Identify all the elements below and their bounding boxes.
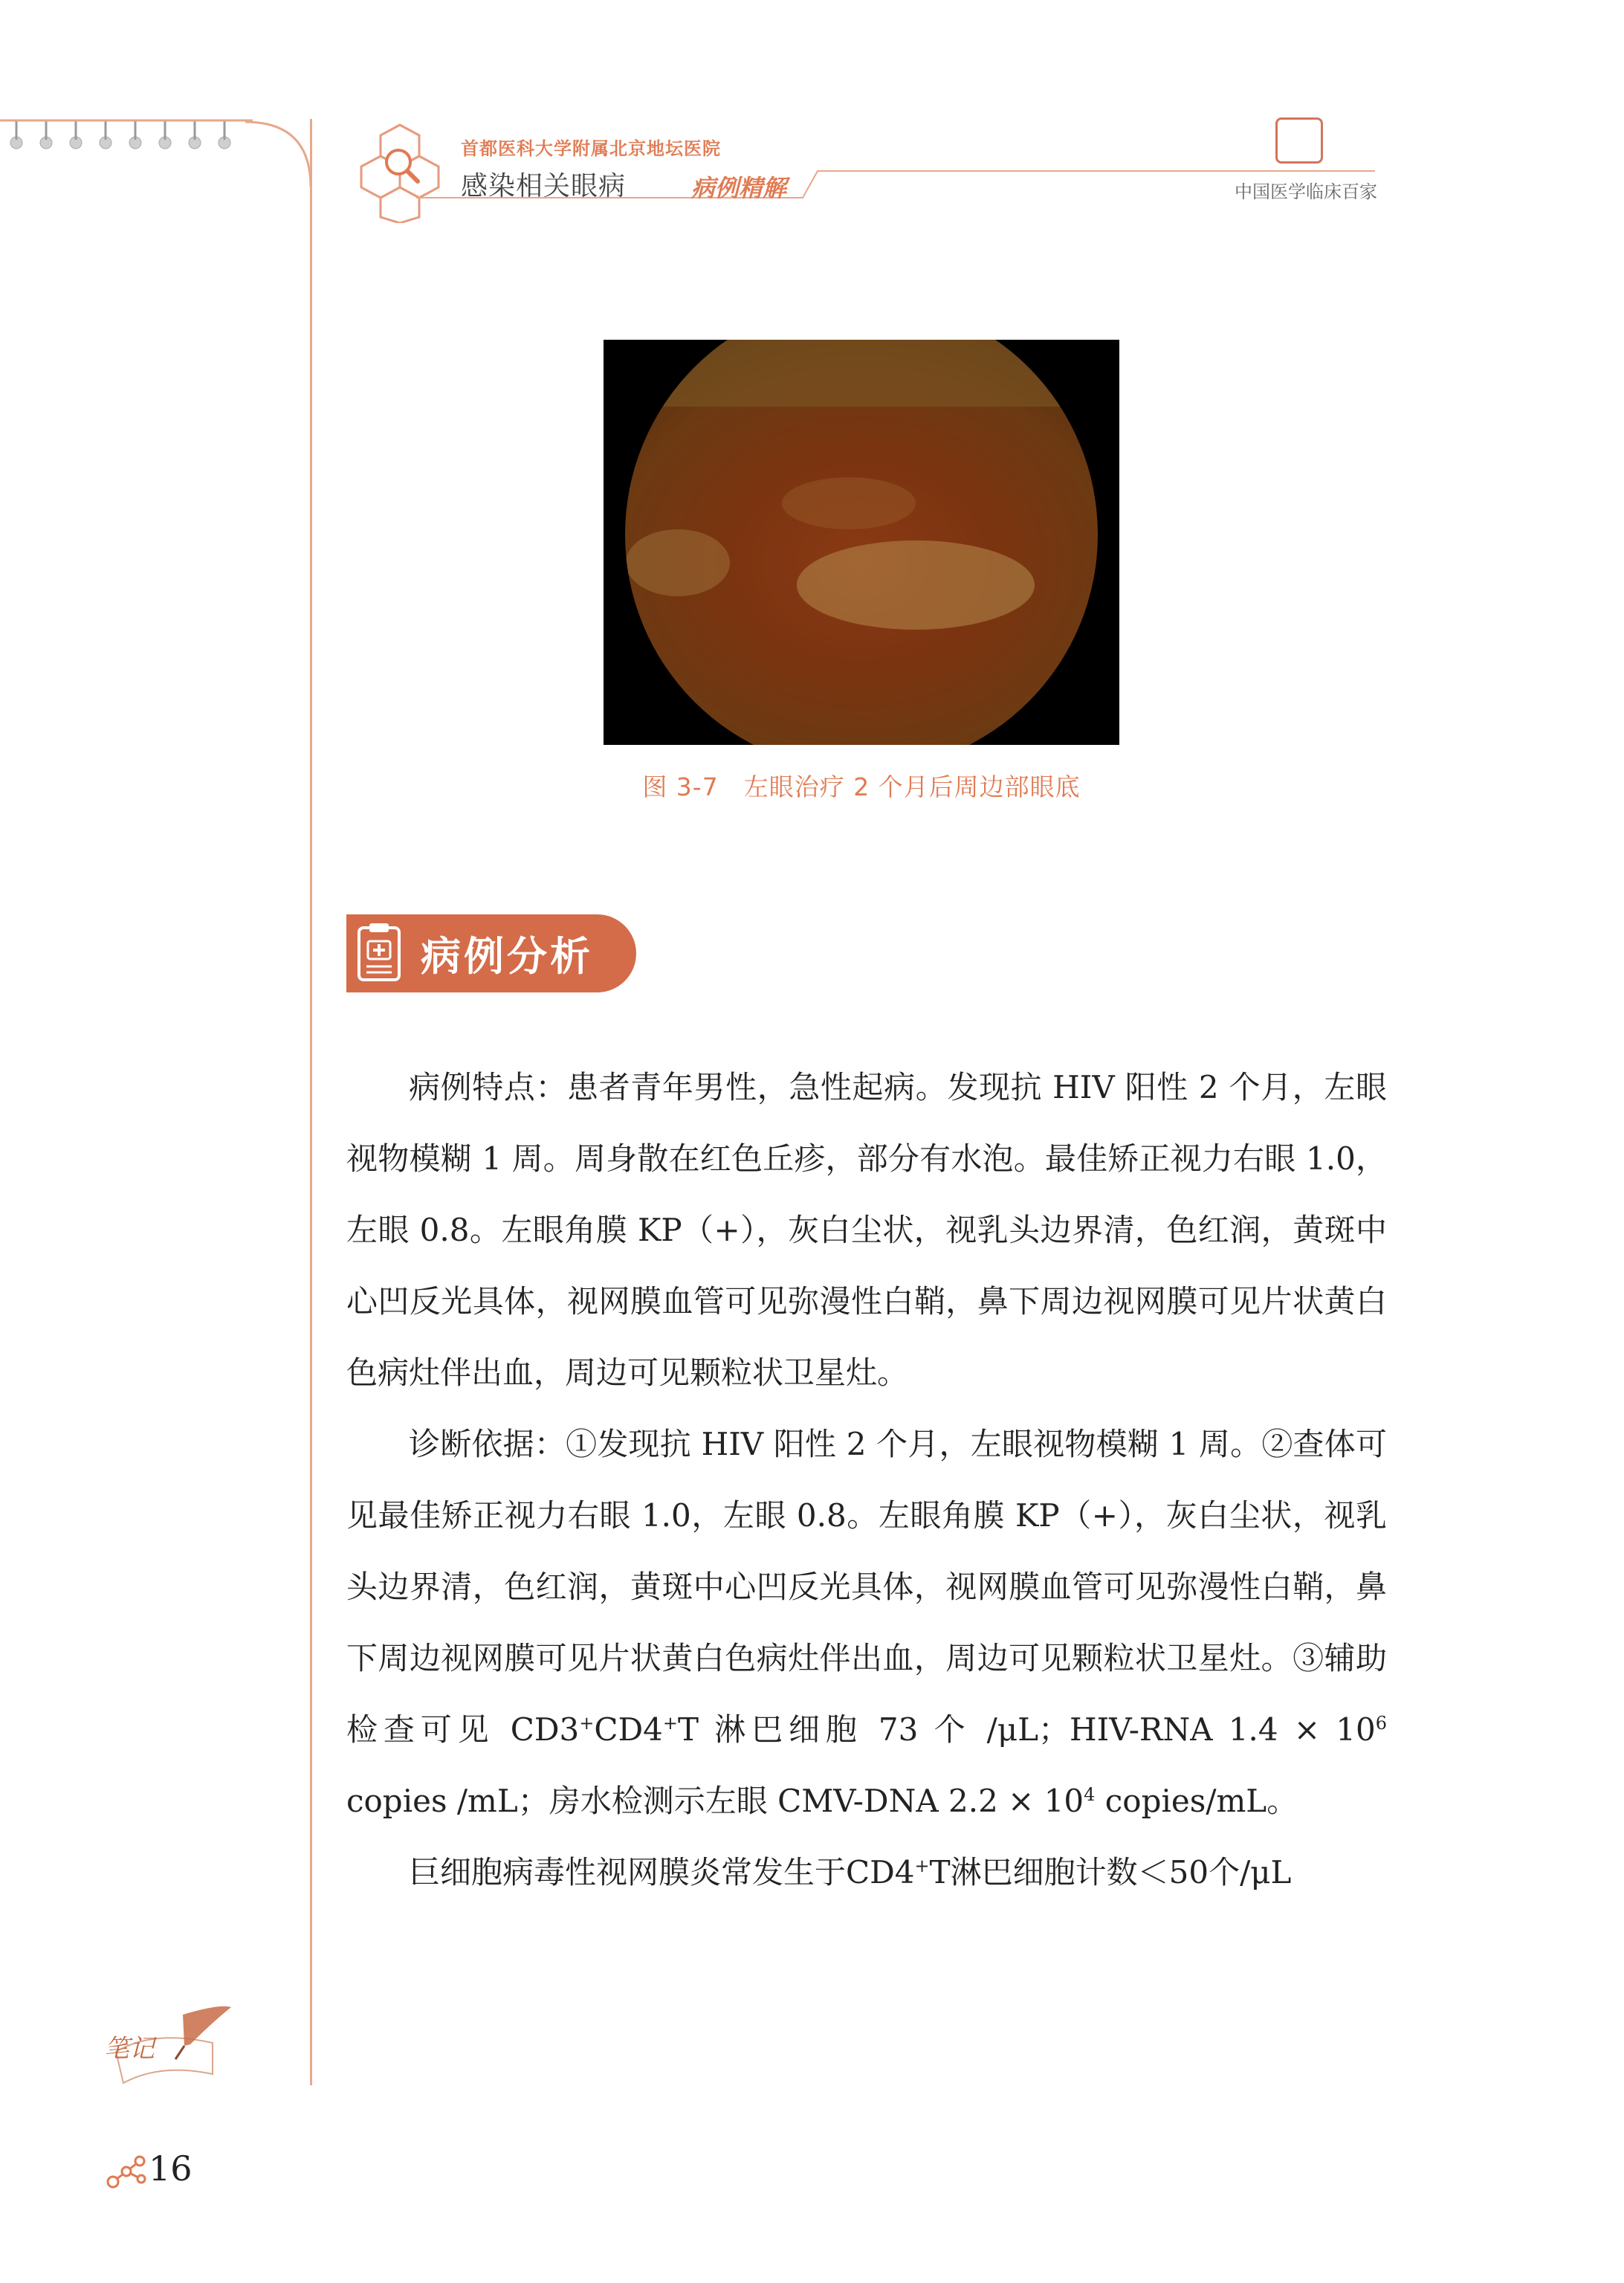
molecule-icon bbox=[104, 2152, 150, 2191]
header-series: 中国医学临床百家 bbox=[1235, 181, 1377, 202]
body-text bbox=[346, 1052, 1387, 1908]
header-org: 首都医科大学附属北京地坛医院 bbox=[461, 138, 721, 159]
header-subtitle: 病例精解 bbox=[691, 174, 787, 202]
page-number: 16 bbox=[149, 2148, 193, 2189]
binder-rings bbox=[0, 110, 253, 155]
paragraph-case-features: 病例特点：患者青年男性，急性起病。发现抗 HIV 阳性 2 个月，左眼视物模糊 1 周。周身散在红色丘疹，部分有水泡。最佳矫正视力右眼 1.0，左眼 0.8。左眼角膜 KP（+），灰白尘状，视乳头边界清，色红润，黄斑中心凹反光具体，视网膜血管可见弥漫性白鞘，鼻下周边视网膜可见片状黄白色病灶伴出血，周边可见颗粒状卫星灶。 bbox=[346, 1069, 1387, 1391]
margin-corner-curve bbox=[245, 120, 316, 191]
paragraph-diagnosis: 诊断依据：①发现抗 HIV 阳性 2 个月，左眼视物模糊 1 周。②查体可见最佳矫正视力右眼 1.0，左眼 0.8。左眼角膜 KP（+），灰白尘状，视乳头边界清，色红润，黄斑中心凹反光具体，视网膜血管可见弥漫性白鞘，鼻下周边视网膜可见片状黄白色病灶伴出血，周边可见颗粒状卫星灶。③辅助检查可见 CD3+CD4+T 淋巴细胞 73 个 /μL；HIV-RNA $1.4 \times 10^6$ copies /mL；房水检测示左眼 CMV-DNA $2.2 \times 10^4$ copies/mL。 bbox=[346, 1426, 1387, 1819]
seal-logo bbox=[1275, 117, 1323, 164]
header-title: 感染相关眼病 bbox=[461, 171, 627, 201]
section-title: 病例分析 bbox=[421, 933, 593, 980]
paragraph-cmv: 巨细胞病毒性视网膜炎常发生于CD4+T淋巴细胞计数＜50个/μL bbox=[409, 1854, 1292, 1890]
notes-label: 笔记 bbox=[104, 2034, 155, 2064]
margin-line bbox=[310, 119, 312, 2085]
fundus-photo bbox=[604, 340, 1119, 745]
figure-caption: 图 3-7 左眼治疗 2 个月后周边部眼底 bbox=[642, 772, 1081, 801]
clipboard-medical-icon bbox=[353, 920, 405, 984]
